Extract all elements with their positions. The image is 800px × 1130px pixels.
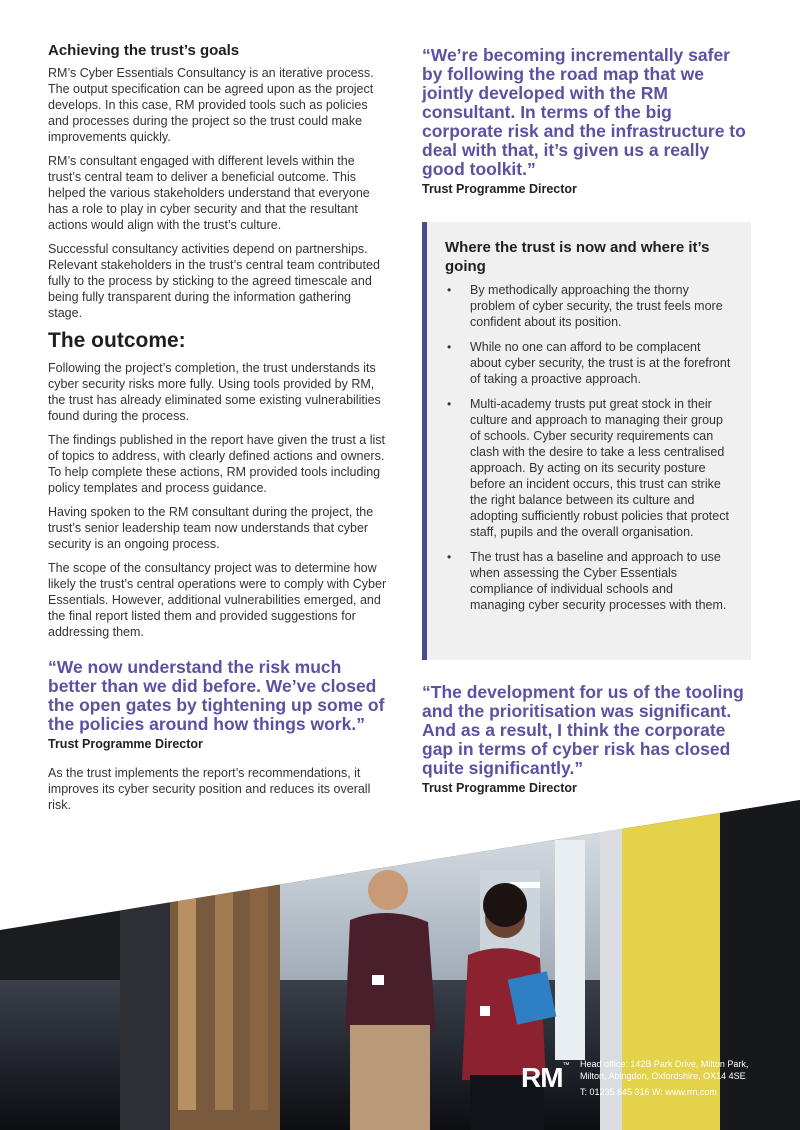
quote-attribution: Trust Programme Director bbox=[48, 737, 203, 751]
logo-text: RM bbox=[521, 1062, 563, 1093]
bullet-icon: • bbox=[447, 340, 452, 354]
outcome-paragraph: Having spoken to the RM consultant during the project, the trust’s senior leadership team now understands that cyber security is an ongoing process. bbox=[48, 505, 374, 551]
rm-logo bbox=[521, 1062, 570, 1094]
goals-paragraph: Successful consultancy activities depend on partnerships. Relevant stakeholders in the trust’s central team contributed fully to the process by sticking to the agreed timescale and being fully transparent during the information gathering stage. bbox=[48, 242, 380, 320]
closing-paragraph: As the trust implements the report’s recommendations, it improves its cyber security position and reduces its overall risk. bbox=[48, 766, 371, 812]
pull-quote: “We now understand the risk much better than we did before. We’ve closed the open gates by tightening up some of the policies around how things work.” bbox=[48, 657, 385, 734]
list-item-text: By methodically approaching the thorny problem of cyber security, the trust feels more confident about its position. bbox=[470, 283, 723, 329]
bullet-icon: • bbox=[447, 397, 452, 411]
outcome-heading: The outcome: bbox=[48, 329, 186, 352]
bullet-icon: • bbox=[447, 283, 452, 297]
bullet-icon: • bbox=[447, 550, 452, 564]
right-column bbox=[422, 46, 752, 206]
list-item bbox=[445, 549, 731, 613]
outcome-paragraph: The scope of the consultancy project was to determine how likely the trust’s central operations were to comply with Cyber Essentials. However, additional vulnerabilities emerged, and the final report listed them and provided suggestions for addressing them. bbox=[48, 561, 387, 639]
logo-trademark: ™ bbox=[562, 1062, 570, 1069]
box-heading: Where the trust is now and where it’s going bbox=[445, 239, 710, 275]
list-item bbox=[445, 396, 731, 540]
footer-address-line: Milton, Abingdon, Oxfordshire, OX14 4SE bbox=[580, 1071, 746, 1081]
list-item bbox=[445, 339, 731, 387]
pull-quote: “We’re becoming incrementally safer by following the road map that we jointly developed with the RM consultant. In terms of the big corporate risk and the infrastructure to deal with that, it’s given us a really good toolkit.” bbox=[422, 45, 746, 179]
goals-heading: Achieving the trust’s goals bbox=[48, 42, 240, 59]
right-quote-block bbox=[422, 683, 752, 805]
footer-address-line: Head office: 142B Park Drive, Milton Park, bbox=[580, 1059, 749, 1069]
footer-contact bbox=[580, 1058, 780, 1098]
list-item bbox=[445, 282, 731, 330]
footer-contact-line: T: 01235 645 316 W: www.rm.com bbox=[580, 1087, 717, 1097]
goals-paragraph: RM’s consultant engaged with different levels within the trust’s central team to deliver a beneficial outcome. This helped the various stakeholders understand that everyone has a role to play in cyber security and that the resultant actions would align with the trust’s culture. bbox=[48, 154, 370, 232]
list-item-text: Multi-academy trusts put great stock in their culture and approach to managing their group of schools. Cyber security requirements can clash with the desire to take a less centralised approach. By acting on its security posture before an incident occurs, this trust can strike the right balance between its culture and adopting sufficiently robust policies that protect staff, pupils and the overall organisation. bbox=[470, 397, 729, 539]
outcome-paragraph: The findings published in the report have given the trust a list of topics to address, with clearly defined actions and owners. To help complete these actions, RM provided tools including policy templates and process guidance. bbox=[48, 433, 386, 495]
list-item-text: The trust has a baseline and approach to use when assessing the Cyber Essentials compliance of individual schools and managing cyber security processes with them. bbox=[470, 550, 727, 612]
list-item-text: While no one can afford to be complacent about cyber security, the trust is at the forefront of taking a proactive approach. bbox=[470, 340, 731, 386]
bullet-list bbox=[445, 282, 731, 613]
status-box bbox=[422, 222, 751, 660]
quote-attribution: Trust Programme Director bbox=[422, 781, 577, 795]
goals-paragraph: RM’s Cyber Essentials Consultancy is an iterative process. The output specification can be agreed upon as the project develops. In this case, RM provided tools such as policies and processes during the project so the trust could make improvements quickly. bbox=[48, 66, 374, 144]
pull-quote: “The development for us of the tooling and the prioritisation was significant. And as a result, I think the corporate gap in terms of cyber risk has closed quite significantly.” bbox=[422, 682, 744, 778]
outcome-paragraph: Following the project’s completion, the trust understands its cyber security risks more fully. Using tools provided by RM, the trust has already eliminated some existing vulnerabilities found during the process. bbox=[48, 361, 381, 423]
left-column bbox=[48, 42, 388, 821]
quote-attribution: Trust Programme Director bbox=[422, 182, 577, 196]
